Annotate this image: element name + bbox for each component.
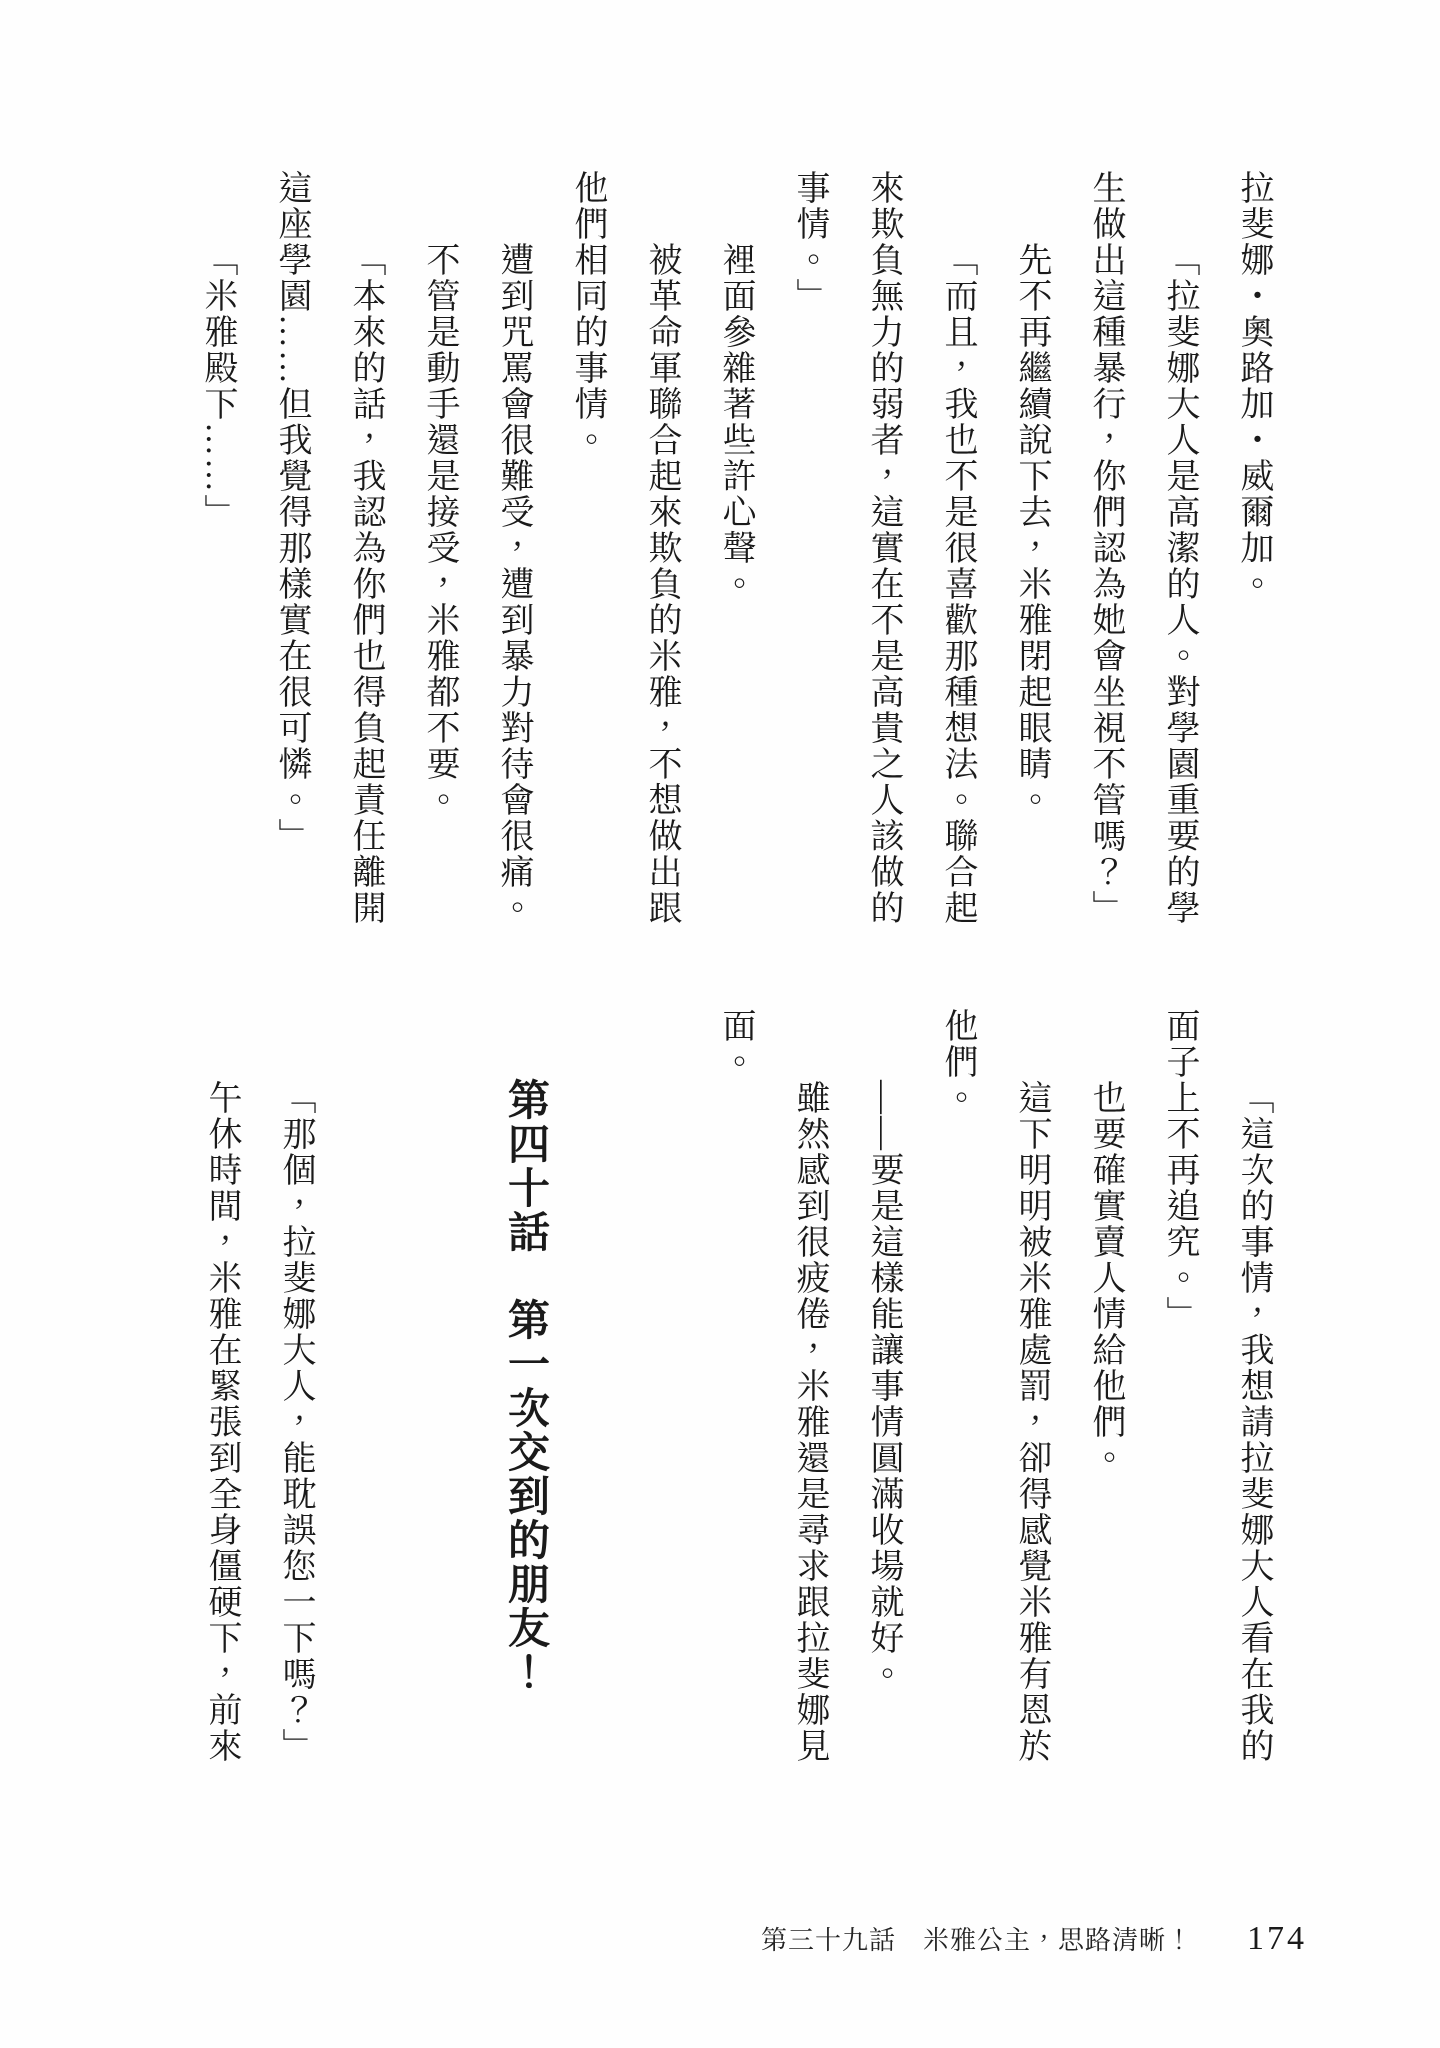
upper-text-block: [180, 170, 1290, 950]
paragraph: 這下明明被米雅處罰，卻得感覺米雅有恩於他們。: [939, 1008, 1050, 1764]
paragraph: 「而且，我也不是很喜歡那種想法。聯合起來欺負無力的弱者，這實在不是高貴之人該做的事情。」: [791, 170, 976, 926]
paragraph: 被革命軍聯合起來欺負的米雅，不想做出跟他們相同的事情。: [569, 170, 680, 926]
page-number: 174: [1247, 1920, 1307, 1957]
paragraph: 拉斐娜・奧路加・威爾加。: [1235, 170, 1272, 602]
paragraph: 「本來的話，我認為你們也得負起責任離開這座學園……但我覺得那樣實在很可憐。」: [273, 170, 384, 926]
paragraph: ——要是這樣能讓事情圓滿收場就好。: [865, 1080, 902, 1692]
running-title: 第三十九話 米雅公主，思路清晰！: [760, 1926, 1193, 1955]
paragraph: 雖然感到很疲倦，米雅還是尋求跟拉斐娜見面。: [717, 1008, 828, 1764]
paragraph: 「那個，拉斐娜大人，能耽誤您一下嗎？」: [277, 1080, 314, 1764]
paragraph: 「拉斐娜大人是高潔的人。對學園重要的學生做出這種暴行，你們認為她會坐視不管嗎？」: [1087, 170, 1198, 926]
chapter-heading: 第四十話 第一次交到的朋友！: [502, 1078, 548, 1694]
paragraph: 「米雅殿下……」: [199, 242, 236, 530]
paragraph: 先不再繼續說下去，米雅閉起眼睛。: [1013, 242, 1050, 818]
paragraph: 不管是動手還是接受，米雅都不要。: [421, 242, 458, 818]
paragraph: 也要確實賣人情給他們。: [1087, 1080, 1124, 1476]
paragraph: 裡面參雜著些許心聲。: [717, 242, 754, 602]
paragraph: 午休時間，米雅在緊張到全身僵硬下，前來: [203, 1080, 240, 1764]
paragraph: 「這次的事情，我想請拉斐娜大人看在我的面子上不再追究。」: [1161, 1008, 1272, 1764]
paragraph: 遭到咒罵會很難受，遭到暴力對待會很痛。: [495, 242, 532, 926]
lower-text-block: [184, 1008, 1290, 1788]
page-footer: [0, 1920, 1307, 1958]
